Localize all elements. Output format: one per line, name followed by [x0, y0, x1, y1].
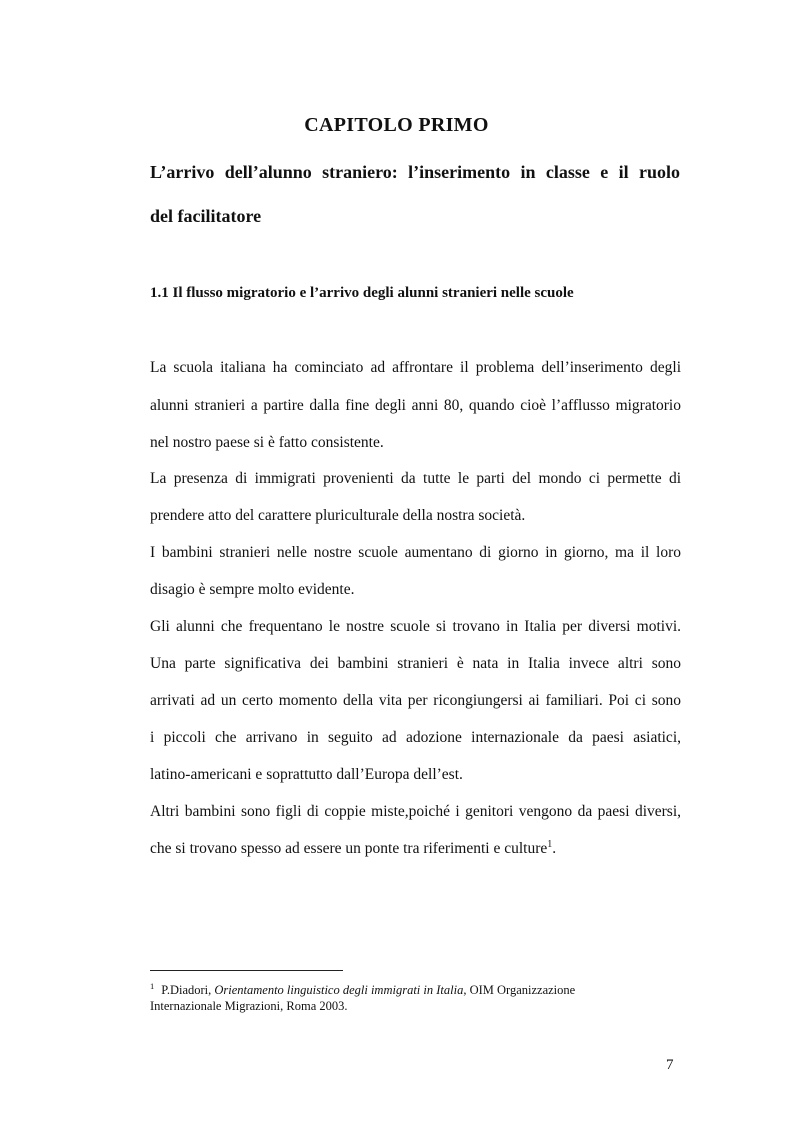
chapter-title-line-2: del facilitatore	[150, 206, 262, 226]
period: .	[552, 840, 557, 857]
footnote-divider	[150, 970, 343, 971]
body-line-last	[150, 840, 681, 858]
body-line: Altri bambini sono figli di coppie miste,poiché i genitori vengono da paesi diversi,	[150, 803, 681, 820]
body-line: latino-americani e soprattutto dall’Europa dell’est.	[150, 766, 463, 783]
footnote-line-2: Internazionale Migrazioni, Roma 2003.	[150, 999, 348, 1013]
footnote-rest: , OIM Organizzazione	[463, 983, 576, 997]
body-line: Una parte significativa dei bambini stranieri è nata in Italia invece altri sono	[150, 655, 681, 672]
body-line: I bambini stranieri nelle nostre scuole aumentano di giorno in giorno, ma il loro	[150, 544, 681, 561]
body-line: La presenza di immigrati provenienti da tutte le parti del mondo ci permette di	[150, 470, 681, 487]
body-line: disagio è sempre molto evidente.	[150, 581, 355, 598]
footnote	[150, 978, 650, 1014]
chapter-title-line-1: L’arrivo dell’alunno straniero: l’inserimento in classe e il ruolo	[150, 162, 680, 182]
section-heading: 1.1 Il flusso migratorio e l’arrivo degli alunni stranieri nelle scuole	[150, 285, 574, 301]
body-line: La scuola italiana ha cominciato ad affrontare il problema dell’inserimento degli	[150, 359, 681, 376]
body-line: i piccoli che arrivano in seguito ad adozione internazionale da paesi asiatici,	[150, 729, 681, 746]
footnote-author: P.Diadori,	[161, 983, 212, 997]
chapter-heading: CAPITOLO PRIMO	[304, 114, 489, 136]
body-line: arrivati ad un certo momento della vita per ricongiungersi ai familiari. Poi ci sono	[150, 692, 681, 709]
footnote-number: 1	[150, 981, 155, 991]
body-line: prendere atto del carattere pluriculturale della nostra società.	[150, 507, 526, 524]
page-number: 7	[666, 1057, 674, 1073]
body-line: Gli alunni che frequentano le nostre scuole si trovano in Italia per diversi motivi.	[150, 618, 681, 635]
body-line: alunni stranieri a partire dalla fine degli anni 80, quando cioè l’afflusso migratorio	[150, 397, 681, 414]
footnote-reference[interactable]: 1	[547, 839, 553, 850]
body-line: nel nostro paese si è fatto consistente.	[150, 434, 384, 451]
footnote-work-title: Orientamento linguistico degli immigrati in Italia	[214, 983, 464, 997]
body-line-text: che si trovano spesso ad essere un ponte tra riferimenti e culture	[150, 840, 548, 857]
